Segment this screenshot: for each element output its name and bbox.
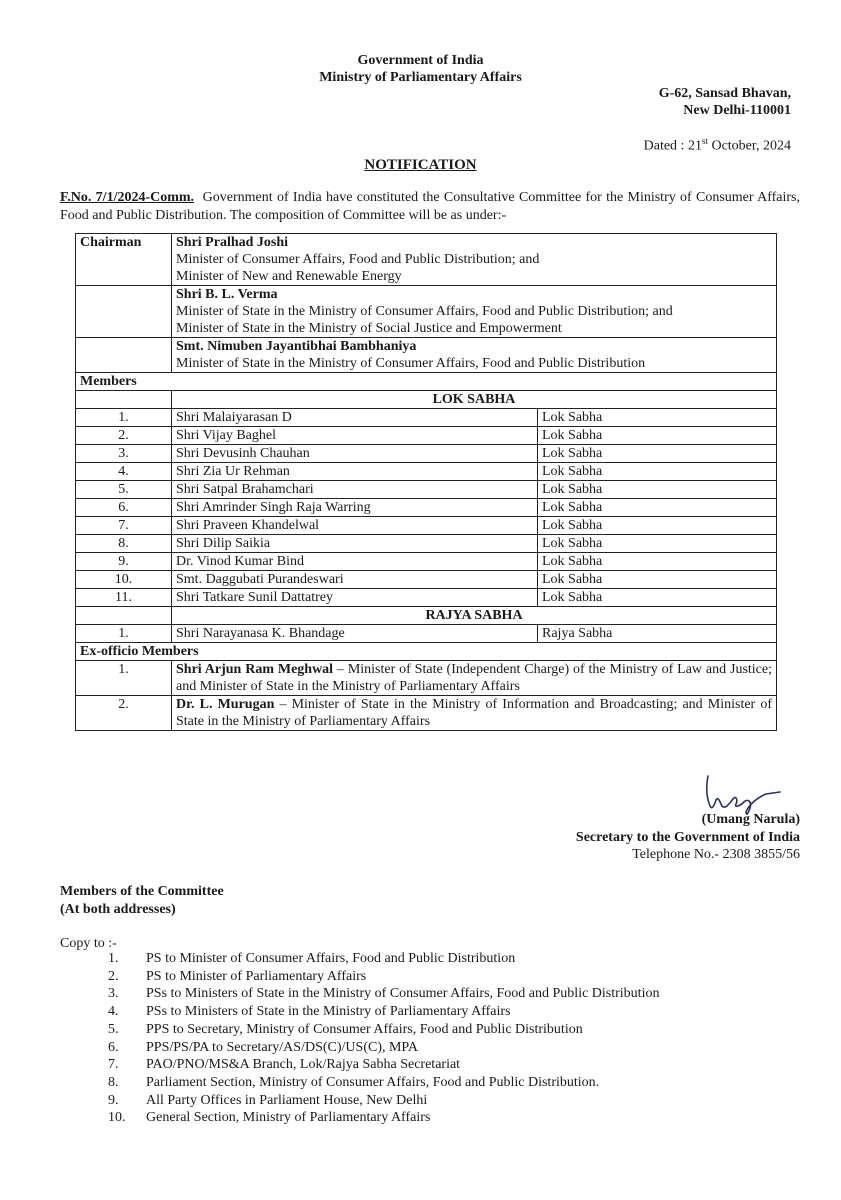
members-label: Members [76, 373, 777, 391]
copy-item-text: PS to Minister of Parliamentary Affairs [146, 968, 367, 984]
list-item [108, 951, 515, 967]
chairman-role-1: Minister of Consumer Affairs, Food and Public Distribution; and [176, 252, 540, 267]
member-number: 3. [76, 445, 172, 463]
header-ministry: Ministry of Parliamentary Affairs [319, 70, 522, 85]
mos1-role-2: Minister of State in the Ministry of Social Justice and Empowerment [176, 321, 562, 336]
copy-item-text: All Party Offices in Parliament House, New Delhi [146, 1092, 428, 1108]
lok-sabha-heading-row [76, 391, 777, 409]
signatory-phone: Telephone No.- 2308 3855/56 [632, 847, 800, 862]
ex-officio-number: 1. [76, 661, 172, 696]
date-month-year: October, 2024 [707, 138, 791, 154]
copy-item-text: General Section, Ministry of Parliamentary Affairs [146, 1110, 431, 1126]
lok-sabha-members [76, 409, 777, 607]
lok-sabha-heading: LOK SABHA [172, 391, 777, 409]
member-number: 1. [76, 625, 172, 643]
member-name: Shri Vijay Baghel [172, 427, 538, 445]
ex-officio-desc: – Minister of State in the Ministry of Information and Broadcasting; and Minister of State in the Ministry of Parliamentary Affairs [176, 697, 772, 729]
ex-officio-desc: – Minister of State (Independent Charge) of the Ministry of Law and Justice; and Minister of State in the Ministry of Parliamentary Affairs [176, 662, 772, 694]
table-row [76, 517, 777, 535]
member-house: Lok Sabha [538, 571, 777, 589]
copy-item-text: PPS to Secretary, Ministry of Consumer Affairs, Food and Public Distribution [146, 1021, 583, 1037]
chairman-role-2: Minister of New and Renewable Energy [176, 269, 402, 284]
member-number: 7. [76, 517, 172, 535]
list-item [108, 1075, 599, 1091]
ex-officio-label: Ex-officio Members [76, 643, 777, 661]
table-row [76, 499, 777, 517]
member-name: Shri Malaiyarasan D [172, 409, 538, 427]
address-line-2: New Delhi-110001 [683, 103, 791, 118]
mos1-role-1: Minister of State in the Ministry of Consumer Affairs, Food and Public Distribution; and [176, 304, 673, 319]
table-row [76, 553, 777, 571]
member-name: Shri Dilip Saikia [172, 535, 538, 553]
member-number: 4. [76, 463, 172, 481]
copy-item-text: PSs to Ministers of State in the Ministry of Parliamentary Affairs [146, 1004, 511, 1020]
member-house: Lok Sabha [538, 589, 777, 607]
table-row [76, 571, 777, 589]
list-item [108, 986, 659, 1002]
member-number: 8. [76, 535, 172, 553]
list-item [108, 1022, 583, 1038]
copy-item-number: 4. [108, 1004, 119, 1020]
member-name: Shri Tatkare Sunil Dattatrey [172, 589, 538, 607]
copy-item-number: 8. [108, 1074, 119, 1090]
table-row [76, 481, 777, 499]
member-number: 5. [76, 481, 172, 499]
list-item [108, 969, 366, 985]
copy-item-number: 5. [108, 1021, 119, 1037]
member-house: Lok Sabha [538, 481, 777, 499]
member-name: Shri Satpal Brahamchari [172, 481, 538, 499]
member-number: 6. [76, 499, 172, 517]
file-number: F.No. 7/1/2024-Comm. [60, 190, 195, 205]
member-house: Rajya Sabha [538, 625, 777, 643]
recipients-line-2: (At both addresses) [60, 902, 176, 917]
table-row [76, 463, 777, 481]
list-item [108, 1004, 511, 1020]
list-item [108, 1040, 418, 1056]
table-row [76, 661, 777, 696]
member-name: Shri Amrinder Singh Raja Warring [172, 499, 538, 517]
page-title: NOTIFICATION [364, 157, 477, 173]
member-name: Dr. Vinod Kumar Bind [172, 553, 538, 571]
intro-paragraph [60, 189, 800, 225]
member-house: Lok Sabha [538, 427, 777, 445]
copy-to-label: Copy to :- [60, 936, 117, 951]
member-name: Shri Zia Ur Rehman [172, 463, 538, 481]
copy-item-text: Parliament Section, Ministry of Consumer Affairs, Food and Public Distribution. [146, 1074, 600, 1090]
rajya-sabha-heading: RAJYA SABHA [172, 607, 777, 625]
table-row [76, 409, 777, 427]
chairman-name: Shri Pralhad Joshi [176, 235, 289, 250]
member-number: 10. [76, 571, 172, 589]
mos-row-1 [76, 286, 777, 338]
member-number: 11. [76, 589, 172, 607]
list-item [108, 1110, 430, 1126]
member-number: 9. [76, 553, 172, 571]
member-house: Lok Sabha [538, 553, 777, 571]
table-row [76, 427, 777, 445]
table-row [76, 696, 777, 731]
table-row [76, 535, 777, 553]
member-name: Shri Narayanasa K. Bhandage [172, 625, 538, 643]
copy-item-number: 10. [108, 1110, 126, 1126]
ex-officio-details [172, 696, 777, 731]
member-name: Shri Praveen Khandelwal [172, 517, 538, 535]
member-number: 2. [76, 427, 172, 445]
recipients-line-1: Members of the Committee [60, 884, 224, 899]
header-government: Government of India [357, 53, 484, 68]
chairman-details [172, 234, 777, 286]
copy-item-number: 6. [108, 1039, 119, 1055]
copy-item-number: 3. [108, 986, 119, 1002]
copy-item-number: 1. [108, 951, 119, 966]
date-line [644, 136, 791, 155]
chairman-row [76, 234, 777, 286]
members-label-row [76, 373, 777, 391]
table-row [76, 625, 777, 643]
date-suffix-sup: st [701, 136, 708, 146]
ex-officio-details [172, 661, 777, 696]
member-name: Smt. Daggubati Purandeswari [172, 571, 538, 589]
member-house: Lok Sabha [538, 535, 777, 553]
copy-item-text: PSs to Ministers of State in the Ministry of Consumer Affairs, Food and Public Distribution [146, 986, 660, 1002]
list-item [108, 1057, 460, 1073]
mos2-role-1: Minister of State in the Ministry of Consumer Affairs, Food and Public Distribution [176, 356, 646, 371]
rajya-sabha-heading-row [76, 607, 777, 625]
ex-officio-name: Shri Arjun Ram Meghwal [176, 662, 334, 677]
copy-item-text: PAO/PNO/MS&A Branch, Lok/Rajya Sabha Secretariat [146, 1057, 461, 1073]
list-item [108, 1093, 427, 1109]
signatory-name: (Umang Narula) [701, 812, 800, 827]
chairman-label: Chairman [76, 234, 172, 286]
ex-officio-label-row [76, 643, 777, 661]
table-row [76, 589, 777, 607]
copy-item-number: 7. [108, 1057, 119, 1073]
ex-officio-number: 2. [76, 696, 172, 731]
member-house: Lok Sabha [538, 463, 777, 481]
ex-officio-members [76, 661, 777, 731]
member-name: Shri Devusinh Chauhan [172, 445, 538, 463]
member-house: Lok Sabha [538, 445, 777, 463]
signatory-designation: Secretary to the Government of India [575, 830, 800, 845]
member-house: Lok Sabha [538, 517, 777, 535]
intro-text: Government of India have constituted the Consultative Committee for the Ministry of Consumer Affairs, Food and Public Distribution. The composition of Committee will be as under:- [60, 190, 800, 223]
mos2-name: Smt. Nimuben Jayantibhai Bambhaniya [176, 339, 417, 354]
mos-row-2 [76, 338, 777, 373]
copy-item-text: PPS/PS/PA to Secretary/AS/DS(C)/US(C), MPA [146, 1039, 419, 1055]
copy-item-number: 9. [108, 1092, 119, 1108]
rajya-sabha-members [76, 625, 777, 643]
copy-item-number: 2. [108, 968, 119, 984]
table-row [76, 445, 777, 463]
member-house: Lok Sabha [538, 499, 777, 517]
copy-item-text: PS to Minister of Consumer Affairs, Food and Public Distribution [146, 951, 516, 966]
ex-officio-name: Dr. L. Murugan [176, 697, 275, 712]
date-prefix: Dated : 21 [643, 138, 702, 154]
member-number: 1. [76, 409, 172, 427]
member-house: Lok Sabha [538, 409, 777, 427]
committee-table [75, 233, 777, 731]
address-line-1: G-62, Sansad Bhavan, [658, 86, 791, 101]
mos1-name: Shri B. L. Verma [176, 287, 278, 302]
